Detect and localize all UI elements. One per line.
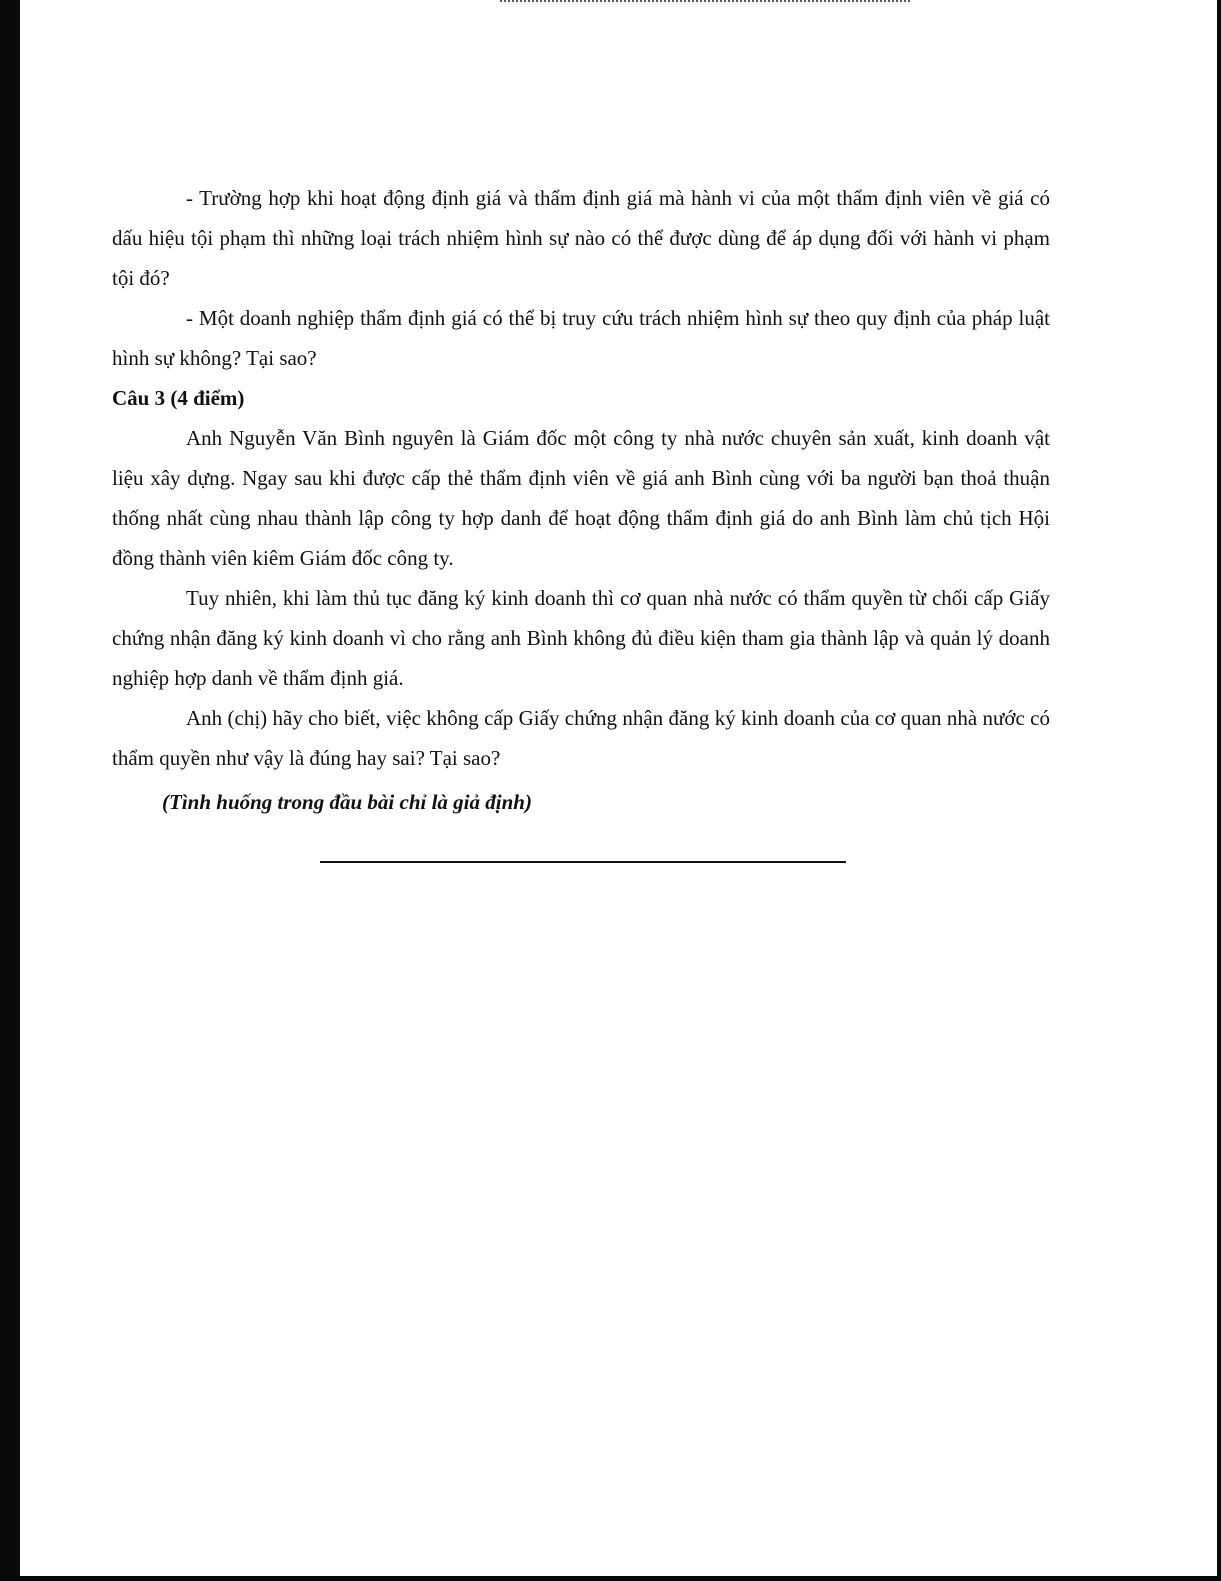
end-divider-line xyxy=(320,861,846,863)
scan-border-right xyxy=(1217,0,1221,1581)
paragraph-enterprise-liability: - Một doanh nghiệp thẩm định giá có thể bị truy cứu trách nhiệm hình sự theo quy định của pháp luật hình sự không? Tại sao? xyxy=(112,306,1050,370)
hypothetical-note: (Tình huống trong đầu bài chỉ là giả định) xyxy=(162,790,532,814)
paragraph-criminal-liability-types: - Trường hợp khi hoạt động định giá và thẩm định giá mà hành vi của một thẩm định viên về giá có dấu hiệu tội phạm thì những loại trách nhiệm hình sự nào có thể được dùng để áp dụng đối với hành vi phạm tội đó? xyxy=(112,186,1050,290)
question-3-paragraph-3: Anh (chị) hãy cho biết, việc không cấp Giấy chứng nhận đăng ký kinh doanh của cơ quan nhà nước có thẩm quyền như vậy là đúng hay sai? Tại sao? xyxy=(112,706,1050,770)
question-3-paragraph-2: Tuy nhiên, khi làm thủ tục đăng ký kinh doanh thì cơ quan nhà nước có thẩm quyền từ chối cấp Giấy chứng nhận đăng ký kinh doanh vì cho rằng anh Bình không đủ điều kiện tham gia thành lập và quản lý doanh nghiệp hợp danh về thẩm định giá. xyxy=(112,586,1050,690)
scan-border-bottom xyxy=(0,1576,1221,1581)
question-3-heading: Câu 3 (4 điểm) xyxy=(112,386,245,410)
question-3-paragraph-1: Anh Nguyễn Văn Bình nguyên là Giám đốc một công ty nhà nước chuyên sản xuất, kinh doanh vật liệu xây dựng. Ngay sau khi được cấp thẻ thẩm định viên về giá anh Bình cùng với ba người bạn thoả thuận thống nhất cùng nhau thành lập công ty hợp danh để hoạt động thẩm định giá do anh Bình làm chủ tịch Hội đồng thành viên kiêm Giám đốc công ty. xyxy=(112,426,1050,570)
scan-border-left xyxy=(0,0,20,1581)
scan-specks-top xyxy=(500,0,910,5)
document-body xyxy=(112,178,1050,822)
